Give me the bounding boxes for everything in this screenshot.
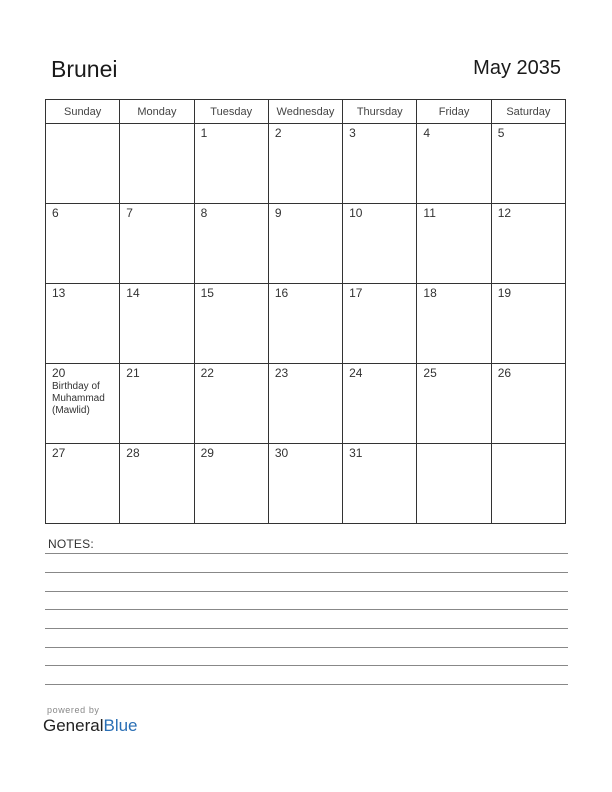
day-number: 14 — [126, 286, 140, 300]
day-cell — [343, 124, 417, 204]
week-row — [46, 204, 566, 284]
day-cell — [268, 124, 342, 204]
day-cell — [417, 284, 491, 364]
weekday-sunday: Sunday — [46, 100, 120, 124]
day-number: 17 — [349, 286, 363, 300]
day-cell — [343, 444, 417, 524]
month-year-title: May 2035 — [473, 57, 561, 79]
day-number: 20 — [52, 366, 66, 380]
country-title: Brunei — [51, 56, 118, 82]
day-number: 18 — [423, 286, 437, 300]
notes-line — [45, 553, 568, 554]
notes-line — [45, 591, 568, 592]
day-cell — [268, 204, 342, 284]
day-number: 30 — [274, 446, 289, 460]
day-number: 12 — [497, 206, 512, 220]
day-cell — [268, 444, 342, 524]
day-number: 16 — [274, 286, 289, 300]
day-number: 24 — [349, 366, 363, 380]
week-row — [46, 124, 566, 204]
notes-line — [45, 647, 568, 648]
day-cell — [120, 204, 194, 284]
day-number: 7 — [126, 206, 133, 220]
day-cell — [120, 124, 194, 204]
day-number: 15 — [200, 286, 214, 300]
day-number: 13 — [52, 286, 66, 300]
day-number: 2 — [274, 126, 282, 140]
day-cell — [343, 284, 417, 364]
weekday-wednesday: Wednesday — [268, 100, 342, 124]
day-number: 29 — [200, 446, 214, 460]
day-cell — [46, 444, 120, 524]
day-cell — [491, 444, 565, 524]
day-cell — [120, 364, 194, 444]
day-number: 3 — [349, 126, 356, 140]
day-number: 4 — [423, 126, 431, 140]
day-cell — [491, 124, 565, 204]
brand-blue: Blue — [103, 716, 138, 735]
weekday-monday: Monday — [120, 100, 194, 124]
day-number: 6 — [52, 206, 59, 220]
day-cell — [46, 204, 120, 284]
day-number: 9 — [274, 206, 282, 220]
day-number: 28 — [126, 446, 140, 460]
weekday-tuesday: Tuesday — [194, 100, 268, 124]
holiday-label: Birthday of Muhammad (Mawlid) — [52, 381, 105, 416]
day-cell — [417, 364, 491, 444]
day-cell — [194, 364, 268, 444]
day-cell — [268, 284, 342, 364]
notes-line — [45, 684, 568, 685]
notes-line — [45, 628, 568, 629]
day-cell — [343, 204, 417, 284]
notes-line — [45, 609, 568, 610]
brand-general: General — [43, 716, 104, 735]
day-cell — [194, 204, 268, 284]
week-row — [46, 444, 566, 524]
day-cell — [46, 124, 120, 204]
day-number: 27 — [52, 446, 66, 460]
day-number: 22 — [200, 366, 214, 380]
day-cell — [194, 124, 268, 204]
weekday-saturday: Saturday — [491, 100, 565, 124]
generalblue-logo — [43, 716, 138, 736]
day-cell — [46, 284, 120, 364]
day-cell — [194, 284, 268, 364]
day-number: 23 — [274, 366, 289, 380]
day-number: 19 — [497, 286, 512, 300]
day-number: 26 — [497, 366, 512, 380]
day-cell — [417, 204, 491, 284]
day-number: 10 — [349, 206, 363, 220]
day-cell — [343, 364, 417, 444]
weekday-header-row — [46, 100, 566, 124]
day-cell — [268, 364, 342, 444]
weekday-friday: Friday — [417, 100, 491, 124]
day-number: 8 — [200, 206, 208, 220]
day-cell — [491, 204, 565, 284]
day-number: 31 — [349, 446, 363, 460]
powered-by-text: powered by — [47, 705, 100, 715]
week-row — [46, 284, 566, 364]
day-cell — [120, 444, 194, 524]
notes-label: NOTES: — [48, 537, 94, 551]
day-cell — [194, 444, 268, 524]
day-cell — [491, 364, 565, 444]
notes-line — [45, 572, 568, 573]
week-row — [46, 364, 566, 444]
day-number: 11 — [423, 206, 436, 220]
day-number: 5 — [497, 126, 505, 140]
day-number: 1 — [200, 126, 208, 140]
day-cell — [417, 124, 491, 204]
day-cell — [417, 444, 491, 524]
day-cell — [120, 284, 194, 364]
notes-line — [45, 665, 568, 666]
weekday-thursday: Thursday — [343, 100, 417, 124]
day-cell — [46, 364, 120, 444]
day-cell — [491, 284, 565, 364]
calendar-grid — [45, 99, 566, 524]
day-number: 25 — [423, 366, 437, 380]
day-number: 21 — [126, 366, 140, 380]
